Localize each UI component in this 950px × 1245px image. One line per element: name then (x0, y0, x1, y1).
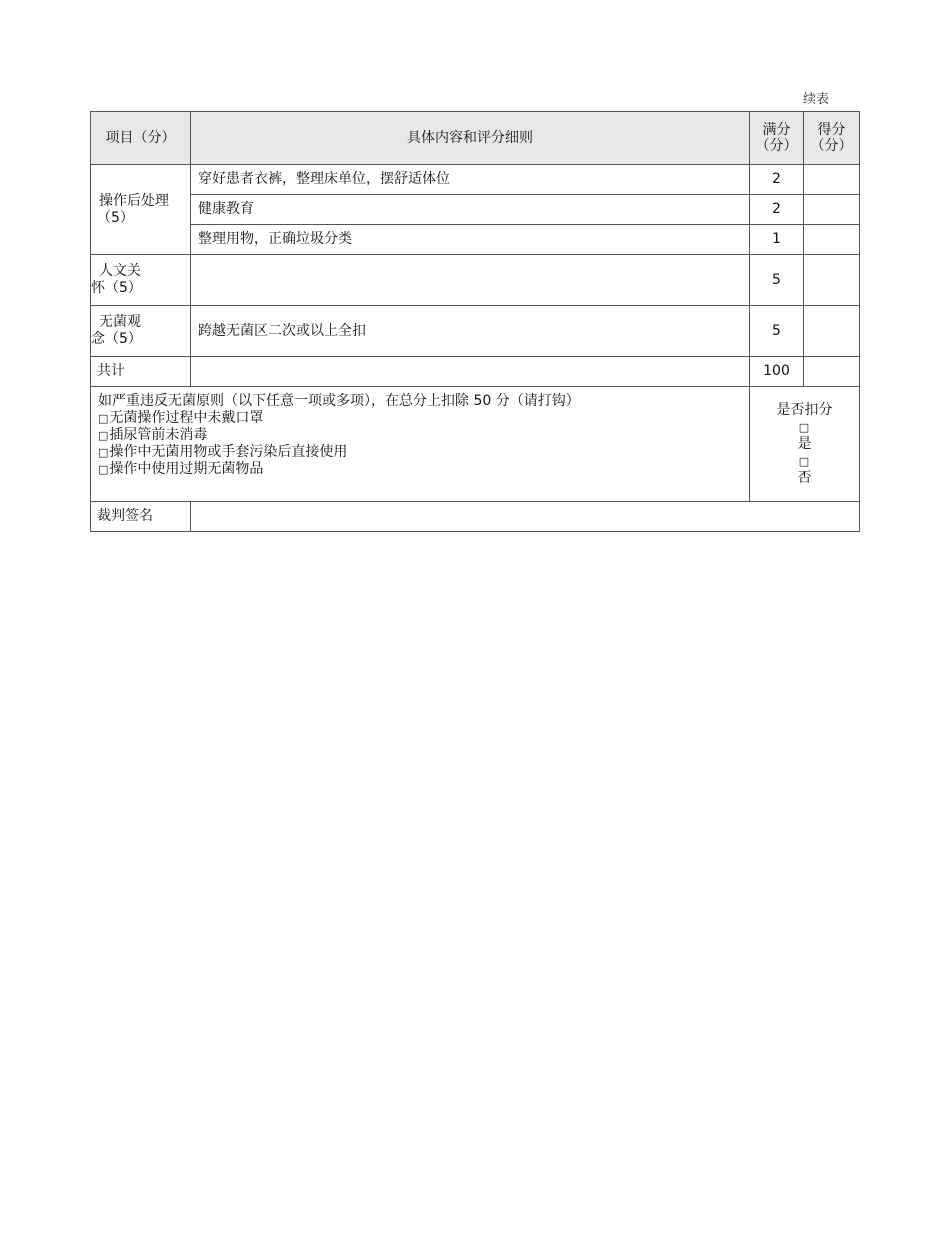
checkbox-icon[interactable]: □ (98, 412, 109, 425)
post-op-item (91, 165, 191, 255)
violation-item[interactable]: □无菌操作过程中未戴口罩 (98, 410, 264, 426)
header-item: 项目（分） (91, 112, 191, 165)
aseptic-label-line2: 念（5） (91, 331, 142, 347)
checkbox-icon[interactable]: □ (798, 420, 810, 434)
aseptic-got[interactable] (804, 306, 860, 357)
violation-item[interactable]: □插尿管前未消毒 (98, 427, 208, 443)
post-op-got-2[interactable] (804, 195, 860, 225)
checkbox-icon[interactable]: □ (98, 429, 109, 442)
humanistic-item (91, 255, 191, 306)
violation-intro: 如严重违反无菌原则（以下任意一项或多项），在总分上扣除 50 分（请打钩） (98, 393, 580, 409)
checkbox-icon[interactable]: □ (98, 463, 109, 476)
post-op-label-line2: （5） (97, 209, 134, 226)
checkbox-icon[interactable]: □ (98, 446, 109, 459)
post-op-got-1[interactable] (804, 165, 860, 195)
signature-field[interactable] (191, 502, 860, 532)
total-score: 100 (750, 357, 804, 387)
total-got[interactable] (804, 357, 860, 387)
violation-item[interactable]: □操作中无菌用物或手套污染后直接使用 (98, 444, 348, 460)
humanistic-score: 5 (750, 255, 804, 306)
header-got-score-line1: 得分 (817, 122, 846, 138)
violation-row (91, 387, 860, 502)
humanistic-label-line2: 怀（5） (91, 280, 142, 296)
deduct-no-option[interactable]: □ 否 (750, 453, 859, 487)
aseptic-label-line1: 无菌观 (99, 314, 141, 330)
post-op-got-3[interactable] (804, 225, 860, 255)
violation-item[interactable]: □操作中使用过期无菌物品 (98, 461, 264, 477)
signature-label: 裁判签名 (91, 502, 191, 532)
post-op-score-1: 2 (750, 165, 804, 195)
table-row (91, 195, 860, 225)
violation-note (91, 387, 750, 502)
humanistic-content (191, 255, 750, 306)
total-content (191, 357, 750, 387)
post-op-content-1: 穿好患者衣裤，整理床单位，摆舒适体位 (191, 165, 750, 195)
deduct-title: 是否扣分 (776, 401, 833, 418)
header-full-score-line2: （分） (755, 138, 798, 154)
table-row (91, 165, 860, 195)
deduct-yes-option[interactable]: □ 是 (750, 419, 859, 453)
post-op-score-3: 1 (750, 225, 804, 255)
checkbox-icon[interactable]: □ (798, 454, 810, 468)
post-op-score-2: 2 (750, 195, 804, 225)
table-row (91, 255, 860, 306)
aseptic-content: 跨越无菌区二次或以上全扣 (191, 306, 750, 357)
post-op-content-3: 整理用物，正确垃圾分类 (191, 225, 750, 255)
header-full-score (750, 112, 804, 165)
deduct-choice (750, 387, 860, 502)
signature-row (91, 502, 860, 532)
aseptic-item (91, 306, 191, 357)
humanistic-label-line1: 人文关 (99, 263, 141, 279)
post-op-label-line1: 操作后处理 (99, 192, 169, 209)
header-row (91, 112, 860, 165)
header-full-score-line1: 满分 (762, 122, 791, 138)
header-content: 具体内容和评分细则 (191, 112, 750, 165)
continued-label: 续表 (803, 92, 830, 107)
header-got-score (804, 112, 860, 165)
total-label: 共计 (91, 357, 191, 387)
table-row (91, 306, 860, 357)
table-row (91, 225, 860, 255)
post-op-content-2: 健康教育 (191, 195, 750, 225)
scoring-table (90, 111, 860, 532)
header-got-score-line2: （分） (810, 138, 853, 154)
table-row (91, 357, 860, 387)
humanistic-got[interactable] (804, 255, 860, 306)
aseptic-score: 5 (750, 306, 804, 357)
